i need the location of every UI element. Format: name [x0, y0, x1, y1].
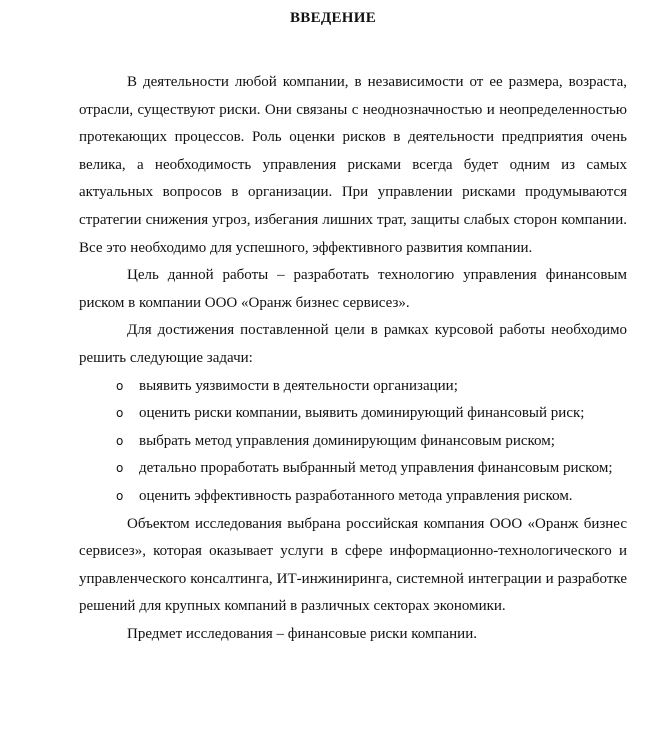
list-item: [79, 483, 627, 511]
list-item: [79, 455, 627, 483]
bullet-icon: o: [116, 378, 124, 393]
bullet-icon: o: [116, 406, 124, 421]
page-title: ВВЕДЕНИЕ: [289, 10, 377, 26]
task-text: выявить уязвимости в деятельности организации;: [139, 377, 458, 394]
task-text: оценить риски компании, выявить доминирующий финансовый риск;: [139, 405, 585, 422]
document-body: [79, 69, 627, 648]
subject-paragraph: Предмет исследования – финансовые риски компании.: [127, 625, 477, 642]
goal-paragraph: Цель данной работы – разработать технологию управления финансовым риском в компании ООО «Оранж бизнес сервисез».: [79, 267, 627, 311]
task-text: детально проработать выбранный метод управления финансовым риском;: [139, 460, 613, 477]
object-paragraph: Объектом исследования выбрана российская компания ООО «Оранж бизнес сервисез», которая оказывает услуги в сфере информационно-технологического и управленческого консалтинга, ИТ-инжиниринга, системной интеграции и разработке решений для крупных компаний в различных секторах экономики.: [79, 515, 627, 615]
bullet-icon: o: [116, 461, 124, 476]
bullet-icon: o: [116, 488, 124, 503]
task-text: оценить эффективность разработанного метода управления риском.: [139, 487, 573, 504]
bullet-icon: o: [116, 433, 124, 448]
list-item: [79, 373, 627, 401]
list-item: [79, 428, 627, 456]
tasks-list: [79, 373, 627, 511]
task-text: выбрать метод управления доминирующим финансовым риском;: [139, 432, 555, 449]
intro-paragraph: В деятельности любой компании, в независимости от ее размера, возраста, отрасли, существуют риски. Они связаны с неоднозначностью и неопределенностью протекающих процессов. Роль оценки рисков в деятельности предприятия очень велика, а необходимость управления рисками всегда будет одним из самых актуальных вопросов в организации. При управлении рисками продумываются стратегии снижения угроз, избегания лишних трат, защиты слабых сторон компании. Все это необходимо для успешного, эффективного развития компании.: [79, 74, 627, 256]
list-item: [79, 400, 627, 428]
tasks-intro-paragraph: Для достижения поставленной цели в рамках курсовой работы необходимо решить следующие задачи:: [79, 322, 627, 366]
